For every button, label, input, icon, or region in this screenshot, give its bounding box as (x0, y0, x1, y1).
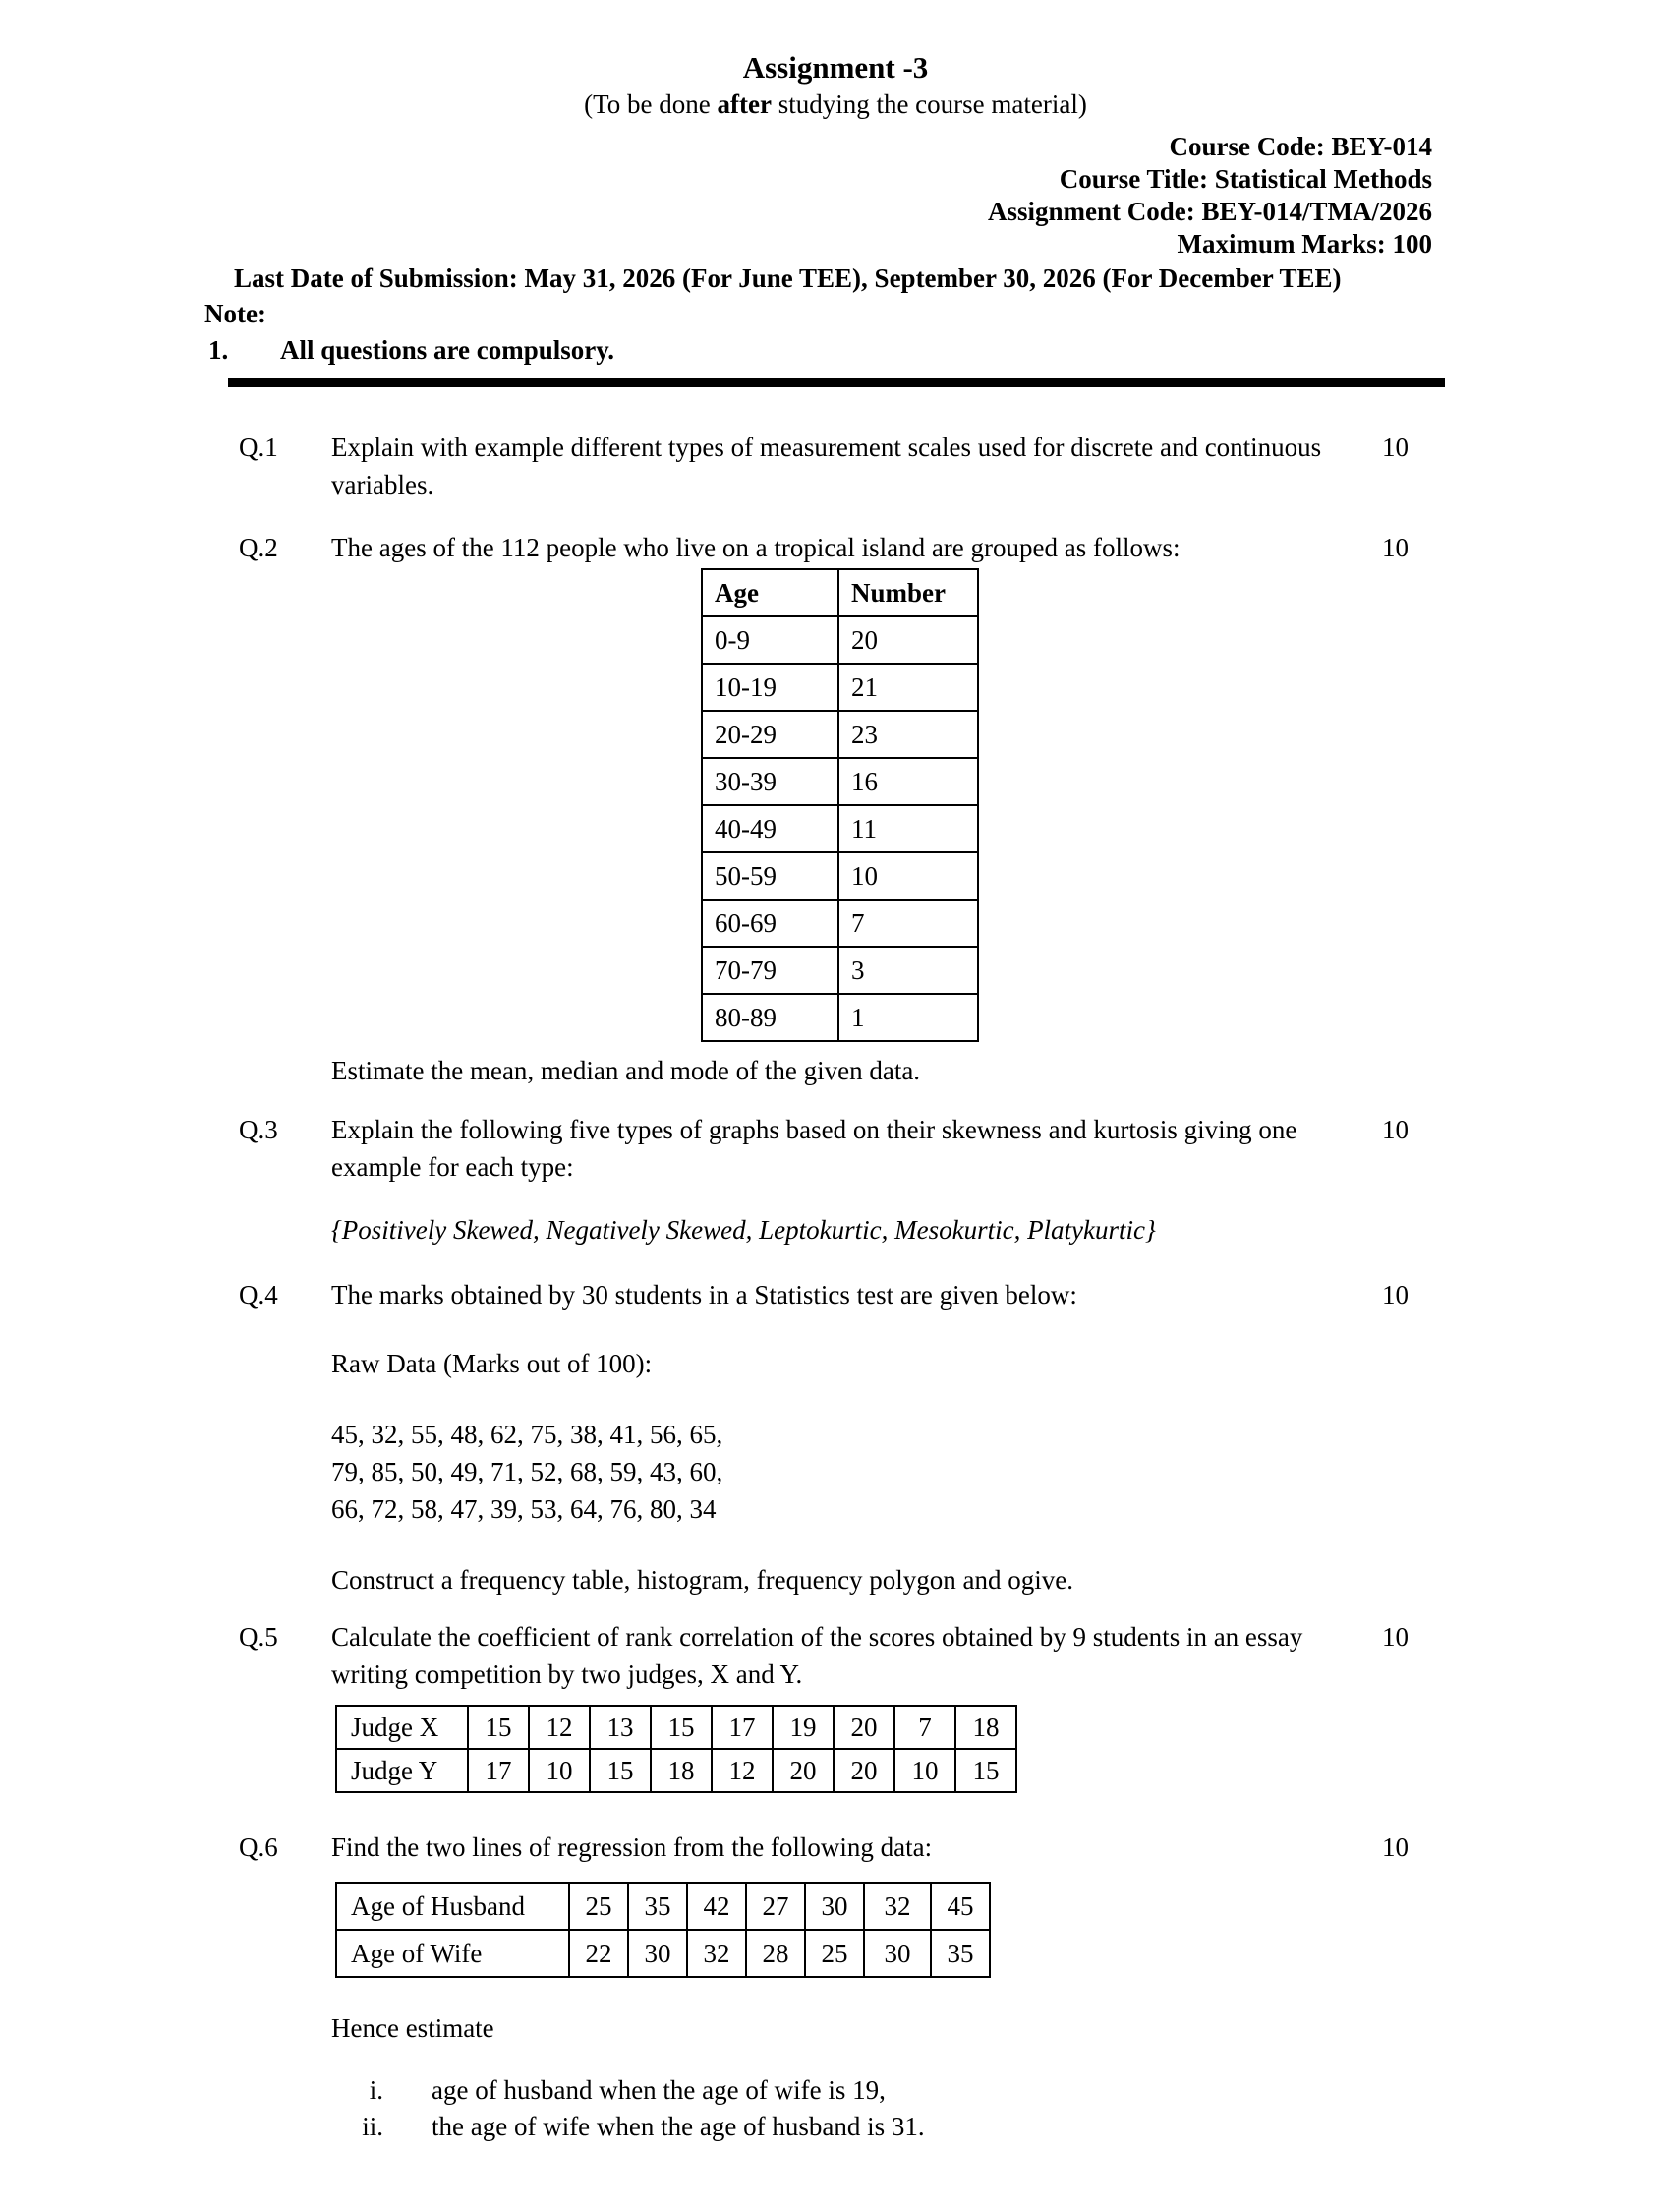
last-date-line: Last Date of Submission: May 31, 2026 (For June TEE), September 30, 2026 (For December TEE) (234, 263, 1342, 293)
note-item-text: All questions are compulsory. (280, 335, 615, 365)
judge-x-label: Judge X (336, 1706, 468, 1749)
course-code-line: Course Code: BEY-014 (1169, 132, 1432, 161)
score-cell: 10 (894, 1749, 955, 1792)
score-cell: 7 (894, 1706, 955, 1749)
age-cell: 28 (746, 1930, 805, 1977)
count-cell: 3 (838, 947, 978, 994)
question-2-text: The ages of the 112 people who live on a tropical island are grouped as follows: (331, 533, 1181, 562)
course-title-line: Course Title: Statistical Methods (1059, 164, 1432, 194)
age-range-cell: 80-89 (702, 994, 838, 1041)
list-item-text: age of husband when the age of wife is 19, (432, 2075, 886, 2105)
course-info-block (0, 131, 1432, 261)
count-cell: 7 (838, 900, 978, 947)
count-cell: 1 (838, 994, 978, 1041)
table-row (702, 852, 978, 900)
question-1-text: Explain with example different types of measurement scales used for discrete and continuous variables. (331, 433, 1322, 499)
question-2-footer: Estimate the mean, median and mode of the given data. (331, 1056, 921, 1085)
question-2-marks: 10 (1382, 533, 1409, 562)
question-4-id: Q.4 (239, 1280, 278, 1310)
score-cell: 15 (468, 1706, 529, 1749)
ages-table (701, 568, 979, 1042)
assignment-code-line: Assignment Code: BEY-014/TMA/2026 (987, 197, 1432, 226)
husband-wife-age-table (335, 1882, 991, 1978)
question-5-marks: 10 (1382, 1622, 1409, 1652)
count-cell: 21 (838, 664, 978, 711)
table-row (336, 1706, 1016, 1749)
age-cell: 32 (687, 1930, 746, 1977)
question-1-marks: 10 (1382, 433, 1409, 462)
question-6-marks: 10 (1382, 1833, 1409, 1862)
table-row (702, 758, 978, 805)
question-4-marks: 10 (1382, 1280, 1409, 1310)
question-6-body (331, 1829, 1344, 2145)
maximum-marks-line: Maximum Marks: 100 (1177, 229, 1432, 259)
question-6-subparts (331, 2072, 1344, 2145)
count-cell: 16 (838, 758, 978, 805)
score-cell: 19 (773, 1706, 834, 1749)
age-cell: 42 (687, 1883, 746, 1930)
age-cell: 30 (864, 1930, 931, 1977)
question-4-raw-data (331, 1416, 1344, 1528)
question-5-text: Calculate the coefficient of rank correlation of the scores obtained by 9 students in an essay writing competition by two judges, X and Y. (331, 1622, 1303, 1689)
question-2-id: Q.2 (239, 533, 278, 562)
score-cell: 20 (773, 1749, 834, 1792)
wife-row-label: Age of Wife (336, 1930, 569, 1977)
raw-data-line: 45, 32, 55, 48, 62, 75, 38, 41, 56, 65, (331, 1420, 723, 1449)
ages-header-age: Age (702, 569, 838, 616)
subtitle-bold-word: after (717, 89, 772, 119)
question-4-body (331, 1276, 1344, 1599)
age-range-cell: 60-69 (702, 900, 838, 947)
list-item-number: i. (369, 2075, 383, 2105)
question-6-id: Q.6 (239, 1833, 278, 1862)
score-cell: 13 (590, 1706, 651, 1749)
question-4-footer: Construct a frequency table, histogram, frequency polygon and ogive. (331, 1565, 1074, 1595)
ages-header-number: Number (838, 569, 978, 616)
question-5-id: Q.5 (239, 1622, 278, 1652)
score-cell: 15 (590, 1749, 651, 1792)
score-cell: 17 (712, 1706, 773, 1749)
age-cell: 30 (805, 1883, 864, 1930)
table-row (702, 900, 978, 947)
table-row (702, 994, 978, 1041)
count-cell: 10 (838, 852, 978, 900)
note-label: Note: (204, 299, 266, 328)
score-cell: 20 (834, 1706, 894, 1749)
age-range-cell: 0-9 (702, 616, 838, 664)
question-5-body (331, 1618, 1344, 1793)
table-row (702, 947, 978, 994)
question-1-id: Q.1 (239, 433, 278, 462)
husband-row-label: Age of Husband (336, 1883, 569, 1930)
page-title: Assignment -3 (742, 50, 929, 85)
subtitle-suffix: studying the course material) (771, 89, 1087, 119)
questions-section (239, 429, 1409, 2145)
question-3-text: Explain the following five types of graphs based on their skewness and kurtosis giving one example for each type: (331, 1115, 1297, 1182)
table-row (702, 805, 978, 852)
table-row (336, 1883, 990, 1930)
table-row (702, 664, 978, 711)
score-cell: 12 (712, 1749, 773, 1792)
assignment-page (0, 49, 1671, 2212)
list-item (331, 2072, 1344, 2109)
score-cell: 18 (955, 1706, 1016, 1749)
note-item-number: 1. (208, 335, 229, 365)
count-cell: 11 (838, 805, 978, 852)
age-cell: 35 (628, 1883, 687, 1930)
raw-data-line: 79, 85, 50, 49, 71, 52, 68, 59, 43, 60, (331, 1457, 723, 1486)
age-range-cell: 70-79 (702, 947, 838, 994)
question-3-body (331, 1111, 1344, 1249)
question-3 (239, 1111, 1409, 1249)
question-4 (239, 1276, 1409, 1599)
score-cell: 15 (651, 1706, 712, 1749)
table-row (336, 1930, 990, 1977)
table-row (702, 711, 978, 758)
score-cell: 15 (955, 1749, 1016, 1792)
question-1-body (331, 429, 1344, 503)
age-range-cell: 30-39 (702, 758, 838, 805)
question-6-text: Find the two lines of regression from the following data: (331, 1833, 933, 1862)
question-4-raw-data-label: Raw Data (Marks out of 100): (331, 1349, 653, 1378)
age-cell: 25 (569, 1883, 628, 1930)
age-range-cell: 10-19 (702, 664, 838, 711)
count-cell: 23 (838, 711, 978, 758)
list-item (331, 2109, 1344, 2145)
table-row (702, 569, 978, 616)
question-6 (239, 1829, 1409, 2145)
score-cell: 18 (651, 1749, 712, 1792)
age-cell: 30 (628, 1930, 687, 1977)
age-cell: 22 (569, 1930, 628, 1977)
score-cell: 20 (834, 1749, 894, 1792)
question-2 (239, 529, 1409, 1089)
list-item-number: ii. (362, 2112, 383, 2141)
question-2-body (331, 529, 1344, 1089)
question-3-marks: 10 (1382, 1115, 1409, 1144)
age-range-cell: 20-29 (702, 711, 838, 758)
question-4-text: The marks obtained by 30 students in a Statistics test are given below: (331, 1280, 1077, 1310)
table-row (702, 616, 978, 664)
judges-scores-table (335, 1705, 1017, 1793)
note-item (208, 332, 1671, 369)
judge-y-label: Judge Y (336, 1749, 468, 1792)
raw-data-line: 66, 72, 58, 47, 39, 53, 64, 76, 80, 34 (331, 1494, 717, 1524)
score-cell: 17 (468, 1749, 529, 1792)
subtitle-prefix: (To be done (584, 89, 718, 119)
age-cell: 32 (864, 1883, 931, 1930)
count-cell: 20 (838, 616, 978, 664)
question-1 (239, 429, 1409, 503)
age-range-cell: 40-49 (702, 805, 838, 852)
score-cell: 10 (529, 1749, 590, 1792)
age-cell: 35 (931, 1930, 990, 1977)
horizontal-rule (228, 378, 1445, 387)
question-3-id: Q.3 (239, 1115, 278, 1144)
age-cell: 27 (746, 1883, 805, 1930)
age-cell: 45 (931, 1883, 990, 1930)
question-5 (239, 1618, 1409, 1793)
age-range-cell: 50-59 (702, 852, 838, 900)
page-subtitle (0, 87, 1671, 123)
score-cell: 12 (529, 1706, 590, 1749)
table-row (336, 1749, 1016, 1792)
question-3-graph-types: {Positively Skewed, Negatively Skewed, Leptokurtic, Mesokurtic, Platykurtic} (331, 1215, 1156, 1245)
list-item-text: the age of wife when the age of husband is 31. (432, 2112, 925, 2141)
age-cell: 25 (805, 1930, 864, 1977)
question-6-footer: Hence estimate (331, 2013, 494, 2043)
